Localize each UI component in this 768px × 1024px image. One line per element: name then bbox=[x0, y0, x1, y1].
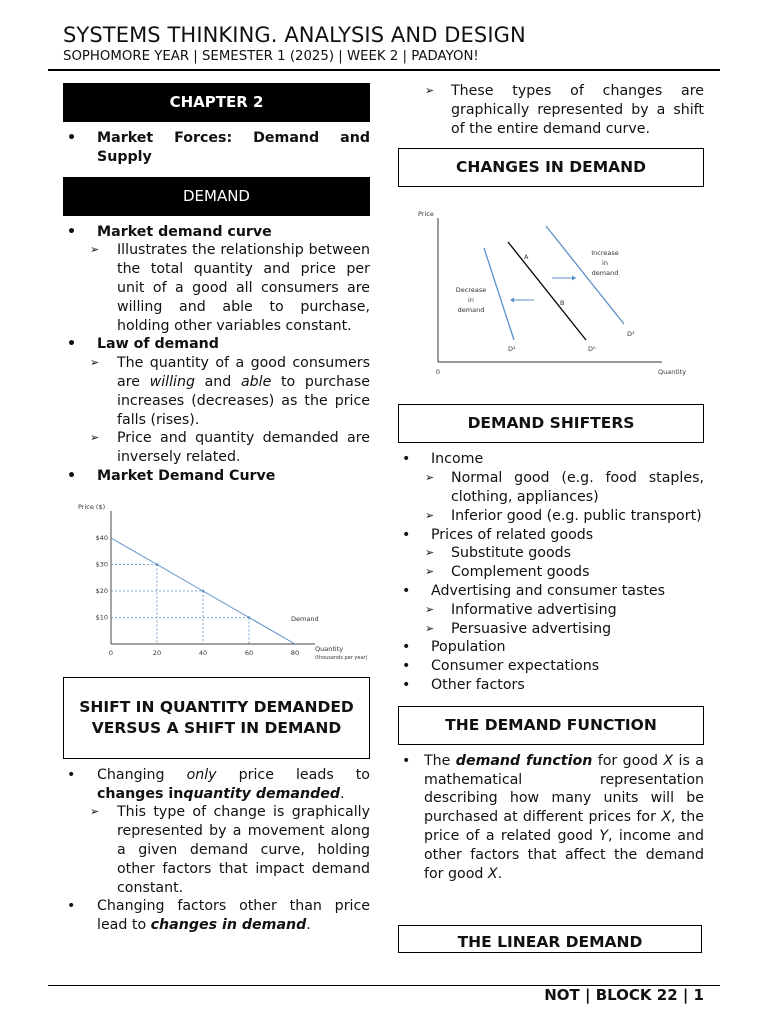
series-label: Demand bbox=[291, 614, 319, 623]
linear-demand-heading: THE LINEAR DEMAND bbox=[398, 925, 702, 953]
annotation-increase: demand bbox=[591, 269, 619, 278]
curve-label: D¹ bbox=[627, 330, 635, 339]
shift-curve-note: ➢ These types of changes are graphically represented by a shift of the entire demand curve. bbox=[398, 82, 704, 138]
text-run: quantity demanded bbox=[183, 785, 341, 802]
annotation-decrease: Decrease bbox=[455, 286, 487, 295]
text-run: and bbox=[194, 373, 241, 390]
shifter-related-goods: • Prices of related goods bbox=[398, 526, 704, 545]
x-tick-label: 0 bbox=[108, 648, 114, 657]
text-run: is a mathematical representation describing how many units will be purchased at different prices for bbox=[424, 752, 704, 826]
shift-heading: SHIFT IN QUANTITY DEMANDED VERSUS A SHIFT IN DEMAND bbox=[63, 677, 370, 759]
data-point bbox=[248, 616, 251, 619]
right-column bbox=[398, 82, 704, 952]
shifter-other: • Other factors bbox=[398, 676, 704, 695]
data-point bbox=[202, 589, 205, 592]
text-run: . bbox=[306, 917, 311, 934]
x-axis-label: Quantity bbox=[315, 644, 344, 653]
text-run: X bbox=[663, 752, 674, 769]
demand-curve-d2 bbox=[484, 248, 514, 340]
text-run: willing bbox=[149, 373, 195, 390]
demand-curve-d0 bbox=[508, 242, 586, 340]
annotation-decrease: demand bbox=[457, 306, 485, 315]
y-axis-label: Price bbox=[418, 210, 434, 219]
text-run: Y bbox=[599, 827, 608, 844]
shifter-informative: ➢ Informative advertising bbox=[398, 601, 704, 620]
page-header bbox=[63, 22, 526, 65]
law-of-demand-point2: ➢ Price and quantity demanded are inversely related. bbox=[63, 429, 370, 467]
text-run: . bbox=[340, 785, 345, 802]
text-run: , income and other factors that affect the demand for good bbox=[424, 827, 704, 882]
market-demand-curve-label: • Market demand curve bbox=[63, 223, 370, 242]
text-run: for good bbox=[592, 752, 664, 769]
point-label: A bbox=[524, 253, 529, 262]
y-tick-label: $20 bbox=[95, 586, 108, 595]
shifter-population: • Population bbox=[398, 638, 704, 657]
left-column bbox=[63, 83, 370, 935]
curve-label: D² bbox=[508, 345, 516, 354]
document-title: SYSTEMS THINKING. ANALYSIS AND DESIGN bbox=[63, 23, 526, 47]
header-rule bbox=[48, 69, 720, 71]
market-demand-curve-point: ➢ Illustrates the relationship between the total quantity and price per unit of a good all consumers are willing and able to purchase, holding other variables constant. bbox=[63, 241, 370, 335]
text-run: , the price of a related good bbox=[424, 809, 704, 844]
shift-sub: ➢ This type of change is graphically represented by a movement along a given demand curve, holding other factors that impact demand constant. bbox=[63, 803, 370, 897]
document-subtitle: SOPHOMORE YEAR | SEMESTER 1 (2025) | WEEK 2 | PADAYON! bbox=[63, 49, 479, 64]
shifter-persuasive: ➢ Persuasive advertising bbox=[398, 620, 704, 639]
data-point bbox=[156, 563, 159, 566]
market-demand-curve-heading: • Market Demand Curve bbox=[63, 467, 370, 486]
y-tick-label: $40 bbox=[95, 533, 108, 542]
annotation-decrease: in bbox=[468, 296, 474, 305]
demand-function-text bbox=[398, 752, 704, 884]
x-tick-label: 20 bbox=[152, 648, 162, 657]
text-run: demand function bbox=[455, 752, 593, 769]
shifter-substitute: ➢ Substitute goods bbox=[398, 544, 704, 563]
x-tick-label: 40 bbox=[198, 648, 208, 657]
law-of-demand-point1 bbox=[63, 354, 370, 429]
demand-heading: DEMAND bbox=[63, 177, 370, 216]
demand-shifters-heading: DEMAND SHIFTERS bbox=[398, 404, 704, 443]
point-label: B bbox=[560, 299, 565, 308]
shifter-expectations: • Consumer expectations bbox=[398, 657, 704, 676]
shifter-advertising: • Advertising and consumer tastes bbox=[398, 582, 704, 601]
text-run: only bbox=[186, 766, 217, 783]
shifter-normal-good: ➢ Normal good (e.g. food staples, clothing, appliances) bbox=[398, 469, 704, 507]
shifter-complement: ➢ Complement goods bbox=[398, 563, 704, 582]
annotation-increase: in bbox=[602, 259, 608, 268]
page-footer: NOT | BLOCK 22 | 1 bbox=[544, 986, 704, 1004]
text-run: . bbox=[497, 865, 503, 882]
text-run: changes in demand bbox=[150, 917, 307, 934]
text-run: able bbox=[240, 373, 272, 390]
x-axis-label: Quantity bbox=[658, 368, 687, 377]
text-run: price leads to bbox=[216, 766, 370, 783]
x-tick-label: 80 bbox=[290, 648, 300, 657]
text-run: The quantity of a good consumers are bbox=[117, 355, 370, 390]
arrowhead-decrease bbox=[510, 298, 514, 303]
market-demand-chart bbox=[63, 497, 370, 662]
shift-item-2 bbox=[63, 897, 370, 935]
changes-in-demand-heading: CHANGES IN DEMAND bbox=[398, 148, 704, 187]
text-run: changes in bbox=[97, 785, 184, 802]
shift-item-1 bbox=[63, 766, 370, 804]
curve-label: D⁰ bbox=[588, 345, 596, 354]
text-run: X bbox=[487, 865, 498, 882]
chapter-topic: • Market Forces: Demand and Supply bbox=[63, 129, 370, 167]
text-run: Changing factors other than price lead to bbox=[97, 898, 370, 934]
origin-label: 0 bbox=[435, 368, 441, 377]
text-run: to purchase increases (decreases) as the price falls (rises). bbox=[117, 373, 370, 428]
changes-in-demand-chart bbox=[398, 202, 704, 392]
shifter-inferior-good: ➢ Inferior good (e.g. public transport) bbox=[398, 507, 704, 526]
x-tick-label: 60 bbox=[244, 648, 254, 657]
text-run: Changing bbox=[97, 766, 187, 783]
shifter-income: • Income bbox=[398, 450, 704, 469]
y-tick-label: $30 bbox=[95, 560, 108, 569]
arrowhead-increase bbox=[572, 276, 576, 281]
y-axis-label: Price ($) bbox=[78, 502, 106, 511]
demand-function-heading: THE DEMAND FUNCTION bbox=[398, 706, 704, 745]
annotation-increase: Increase bbox=[591, 249, 619, 258]
text-run: X bbox=[661, 809, 671, 826]
x-axis-note: (thousands per year) bbox=[315, 654, 368, 661]
y-tick-label: $10 bbox=[95, 613, 108, 622]
law-of-demand-label: • Law of demand bbox=[63, 335, 370, 354]
text-run: The bbox=[424, 752, 456, 769]
chapter-heading: CHAPTER 2 bbox=[63, 83, 370, 122]
